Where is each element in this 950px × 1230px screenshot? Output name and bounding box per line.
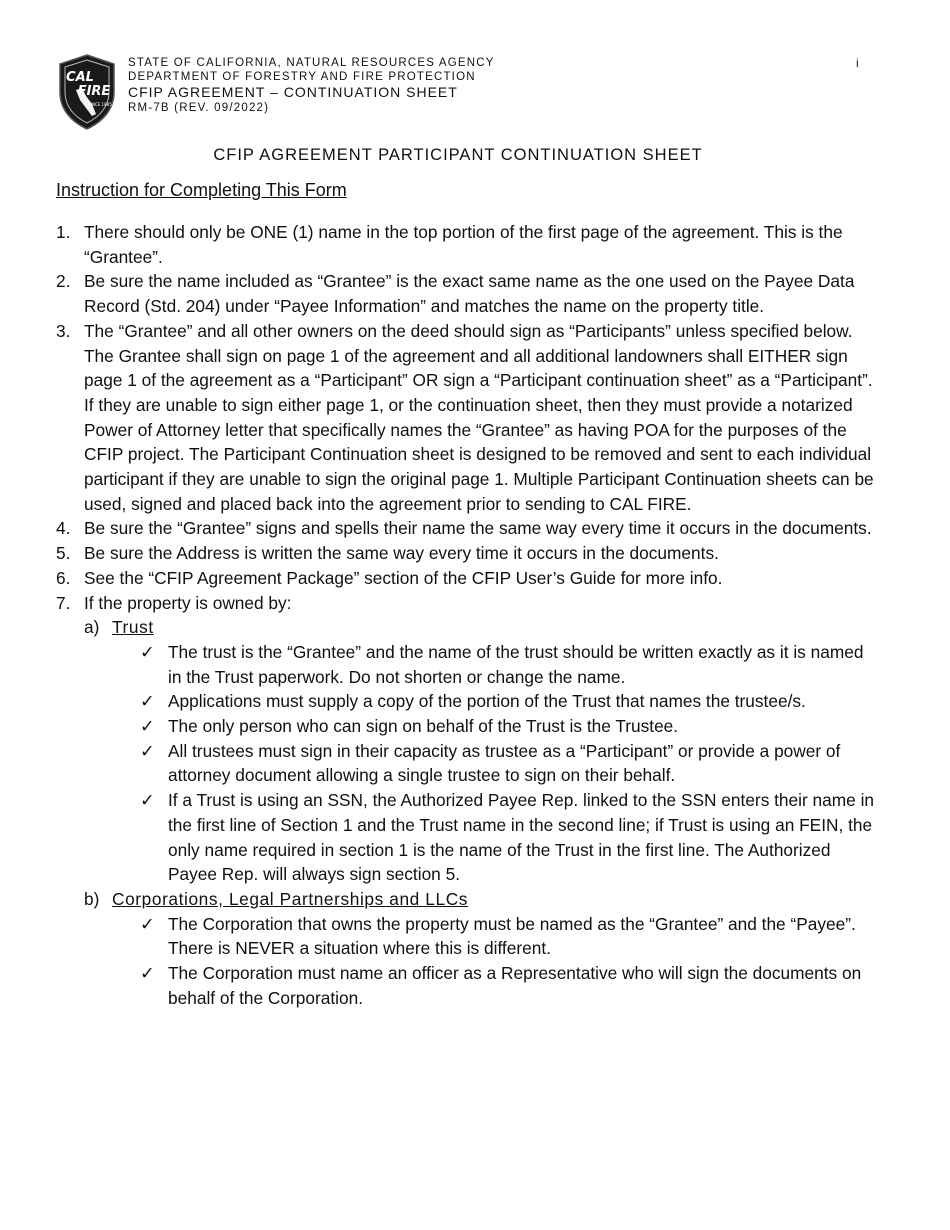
check-icon: ✓ [140,691,155,712]
logo-fire-text: FIRE [77,84,111,99]
check-icon: ✓ [140,790,155,811]
item-text: See the “CFIP Agreement Package” section of the CFIP User’s Guide for more info. [84,567,723,588]
list-item [56,591,876,616]
item-text: The “Grantee” and all other owners on the deed should sign as “Participants” unless specified below. The Grantee shall sign on page 1 of the agreement and all additional landowners shall EITHER sign page 1 of the agreement as a “Participant” OR sign a “Participant continuation sheet” as a “Participant”. If they are unable to sign either page 1, or the continuation sheet, then they must provide a notarized Power of Attorney letter that specifically names the “Grantee” as having POA for the purposes of the CFIP project. The Participant Continuation sheet is designed to be removed and sent to each individual participant if they are unable to sign the original page 1. Multiple Participant Continuation sheets can be used, signed and placed back into the agreement prior to sending to CAL FIRE. [84,320,874,514]
bullet-item [56,739,876,788]
bullet-text: The Corporation must name an officer as a Representative who will sign the documents on behalf of the Corporation. [168,963,862,1008]
page-number: i [856,56,859,70]
list-item [56,220,876,269]
bullet-item [56,714,876,739]
list-item [56,566,876,591]
subsection-trust [56,615,876,640]
subsection-letter: b) [84,888,100,909]
form-header [128,56,495,115]
bullet-text: If a Trust is using an SSN, the Authorized Payee Rep. linked to the SSN enters their name in the first line of Section 1 and the Trust name in the second line; if Trust is using an FEIN, the only name required in section 1 is the name of the Trust in the first line. The Authorized Payee Rep. will always sign section 5. [168,790,875,885]
form-number: RM-7B (REV. 09/2022) [128,102,270,114]
item-number: 5. [56,543,71,564]
bullet-item [56,961,876,1010]
item-number: 4. [56,518,71,539]
bullet-item [56,912,876,961]
agency-line: STATE OF CALIFORNIA, NATURAL RESOURCES AGENCY [128,57,495,69]
bullet-text: The Corporation that owns the property must be named as the “Grantee” and the “Payee”. There is NEVER a situation where this is different. [168,913,856,959]
item-number: 7. [56,592,71,613]
bullet-text: The only person who can sign on behalf of the Trust is the Trustee. [168,716,679,737]
check-icon: ✓ [140,963,155,984]
check-icon: ✓ [140,716,155,737]
subsection-title: Corporations, Legal Partnerships and LLCs [112,888,469,909]
item-text: There should only be ONE (1) name in the top portion of the first page of the agreement. This is the “Grantee”. [84,222,843,267]
item-number: 3. [56,320,71,341]
list-item [56,541,876,566]
logo-cal-text: CAL [66,70,94,85]
bullet-item [56,640,876,689]
bullet-item [56,788,876,887]
check-icon: ✓ [140,913,155,934]
item-number: 1. [56,222,71,242]
list-item [56,319,876,517]
subsection-title: Trust [112,617,154,638]
logo-since-text: SINCE 1885 [88,102,112,107]
subsection-corporations [56,887,876,912]
form-name: CFIP AGREEMENT – CONTINUATION SHEET [128,84,458,100]
page-title: CFIP AGREEMENT PARTICIPANT CONTINUATION SHEET [213,146,703,164]
check-icon: ✓ [140,641,155,662]
bullet-text: The trust is the “Grantee” and the name of the trust should be written exactly as it is named in the Trust paperwork. Do not shorten or change the name. [168,641,864,687]
list-item [56,516,876,541]
item-number: 2. [56,271,71,292]
instructions-heading: Instruction for Completing This Form [56,180,347,200]
item-text: Be sure the “Grantee” signs and spells their name the same way every time it occurs in the documents. [84,518,872,539]
list-item [56,269,876,318]
item-text: If the property is owned by: [84,592,292,613]
bullet-text: Applications must supply a copy of the portion of the Trust that names the trustee/s. [168,691,806,712]
subsection-letter: a) [84,617,100,638]
cal-fire-logo [56,54,118,130]
item-text: Be sure the Address is written the same way every time it occurs in the documents. [84,543,719,564]
instructions-list [56,220,876,1011]
bullet-item [56,689,876,714]
item-number: 6. [56,567,71,588]
item-text: Be sure the name included as “Grantee” is the exact same name as the one used on the Payee Data Record (Std. 204) under “Payee Information” and matches the name on the property title. [84,271,855,317]
bullet-text: All trustees must sign in their capacity as trustee as a “Participant” or provide a power of attorney document allowing a single trustee to sign on their behalf. [168,740,841,786]
department-line: DEPARTMENT OF FORESTRY AND FIRE PROTECTION [128,71,476,83]
check-icon: ✓ [140,740,155,761]
